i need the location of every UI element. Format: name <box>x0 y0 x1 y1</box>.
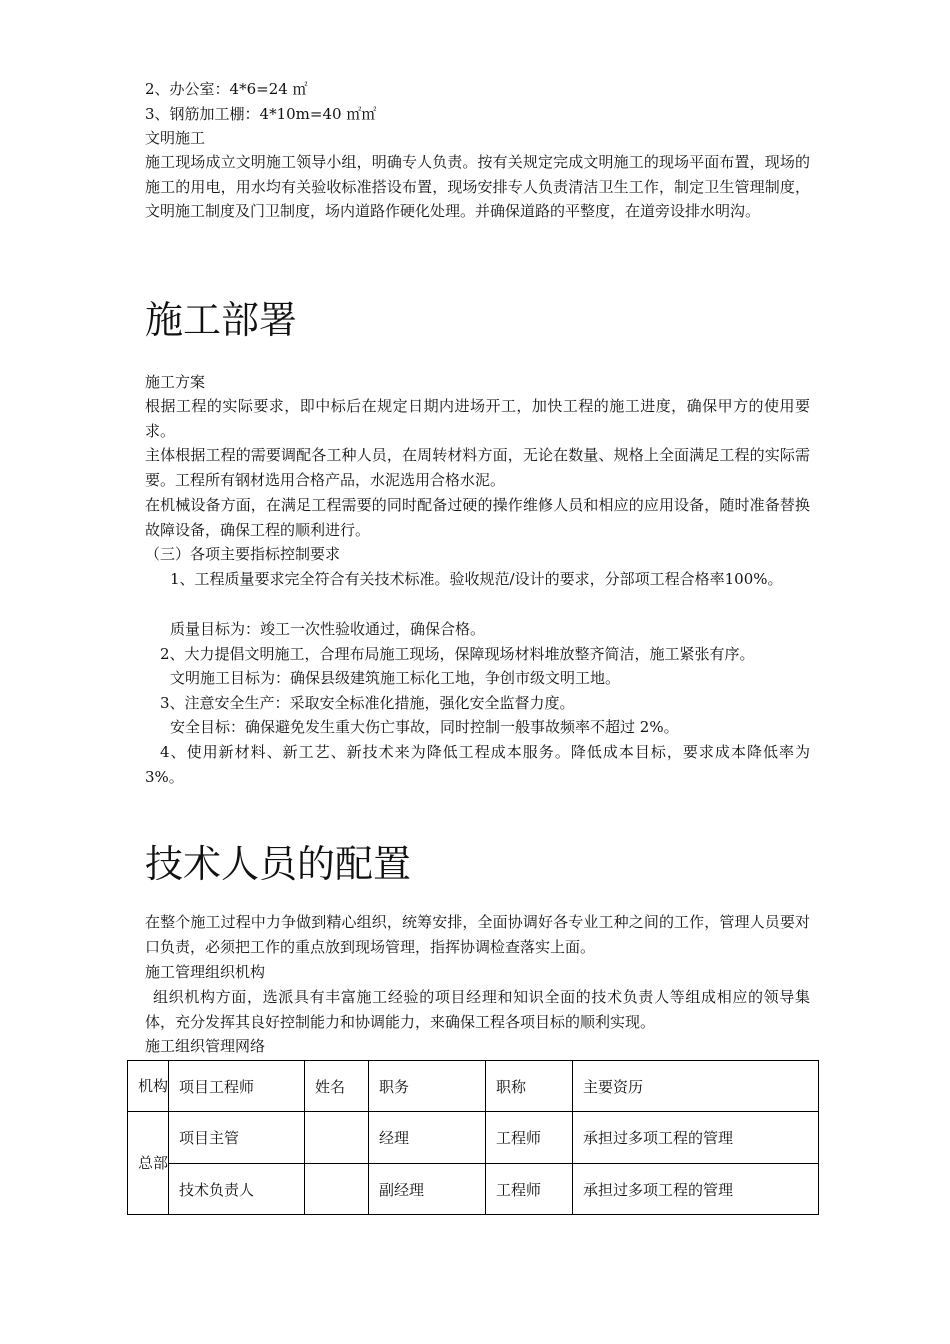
cell-title: 工程师 <box>486 1112 573 1164</box>
cell-engineer: 技术负责人 <box>169 1164 305 1215</box>
indicator-2-civil: 2、大力提倡文明施工，合理布局施工现场，保障现场材料堆放整齐简洁，施工紧张有序。 <box>160 645 755 663</box>
indicator-1-quality: 1、工程质量要求完全符合有关技术标准。验收规范/设计的要求，分部项工程合格率100%。 <box>170 570 783 588</box>
indicators-subheading: （三）各项主要指标控制要求 <box>145 545 341 563</box>
header-org: 机构 <box>128 1061 169 1112</box>
rebar-shed-line: 3、钢筋加工棚：4*10m=40 ㎡㎡ <box>145 105 377 123</box>
civil-construction-paragraph: 施工现场成立文明施工领导小组，明确专人负责。按有关规定完成文明施工的现场平面布置，现场的施工的用电，用水均有关验收标准搭设布置，现场安排专人负责清洁卫生工作，制定卫生管理制度，文明施工制度及门卫制度，场内道路作硬化处理。并确保道路的平整度，在道旁设排水明沟。 <box>145 153 810 220</box>
cell-qualification: 承担过多项工程的管理 <box>573 1164 819 1215</box>
cell-name <box>305 1164 369 1215</box>
cell-position: 副经理 <box>369 1164 486 1215</box>
management-network-table <box>127 1060 819 1215</box>
cell-name <box>305 1112 369 1164</box>
civil-construction-title: 文明施工 <box>145 129 206 147</box>
plan-paragraph-2: 主体根据工程的需要调配各工种人员，在周转材料方面，无论在数量、规格上全面满足工程的实际需要。工程所有钢材选用合格产品，水泥选用合格水泥。 <box>145 446 810 489</box>
indicator-4-cost: 4、使用新材料、新工艺、新技术来为降低工程成本服务。降低成本目标，要求成本降低率为 3%。 <box>145 743 810 786</box>
header-title: 职称 <box>486 1061 573 1112</box>
management-network-title: 施工组织管理网络 <box>145 1037 266 1055</box>
plan-paragraph-3: 在机械设备方面，在满足工程需要的同时配备过硬的操作维修人员和相应的应用设备，随时准备替换故障设备，确保工程的顺利进行。 <box>145 496 810 539</box>
header-name: 姓名 <box>305 1061 369 1112</box>
safety-goal: 安全目标：确保避免发生重大伤亡事故，同时控制一般事故频率不超过 2%。 <box>170 718 679 736</box>
heading-technical-staff: 技术人员的配置 <box>145 842 412 886</box>
cell-position: 经理 <box>369 1112 486 1164</box>
header-position: 职务 <box>369 1061 486 1112</box>
group-cell: 总部 <box>128 1112 169 1215</box>
cell-title: 工程师 <box>486 1164 573 1215</box>
table-row <box>128 1112 819 1164</box>
cell-engineer: 项目主管 <box>169 1112 305 1164</box>
staff-paragraph-2: 组织机构方面，选派具有丰富施工经验的项目经理和知识全面的技术负责人等组成相应的领导集体，充分发挥其良好控制能力和协调能力，来确保工程各项目标的顺利实现。 <box>145 988 810 1031</box>
cell-qualification: 承担过多项工程的管理 <box>573 1112 819 1164</box>
header-engineer: 项目工程师 <box>169 1061 305 1112</box>
table-row <box>128 1164 819 1215</box>
org-structure-title: 施工管理组织机构 <box>145 963 266 981</box>
indicator-3-safety: 3、注意安全生产：采取安全标准化措施，强化安全监督力度。 <box>160 694 575 712</box>
staff-paragraph-1: 在整个施工过程中力争做到精心组织，统筹安排，全面协调好各专业工种之间的工作，管理人员要对口负责，必须把工作的重点放到现场管理，指挥协调检查落实上面。 <box>145 913 810 956</box>
header-qualification: 主要资历 <box>573 1061 819 1112</box>
table-header-row <box>128 1061 819 1112</box>
heading-construction-deployment: 施工部署 <box>145 298 298 342</box>
office-area-line: 2、办公室：4*6=24 ㎡ <box>145 80 308 98</box>
construction-plan-title: 施工方案 <box>145 373 206 391</box>
civil-goal: 文明施工目标为：确保县级建筑施工标化工地，争创市级文明工地。 <box>170 669 621 687</box>
quality-goal: 质量目标为：竣工一次性验收通过，确保合格。 <box>170 620 486 638</box>
plan-paragraph-1: 根据工程的实际要求，即中标后在规定日期内进场开工，加快工程的施工进度，确保甲方的使用要求。 <box>145 397 810 440</box>
